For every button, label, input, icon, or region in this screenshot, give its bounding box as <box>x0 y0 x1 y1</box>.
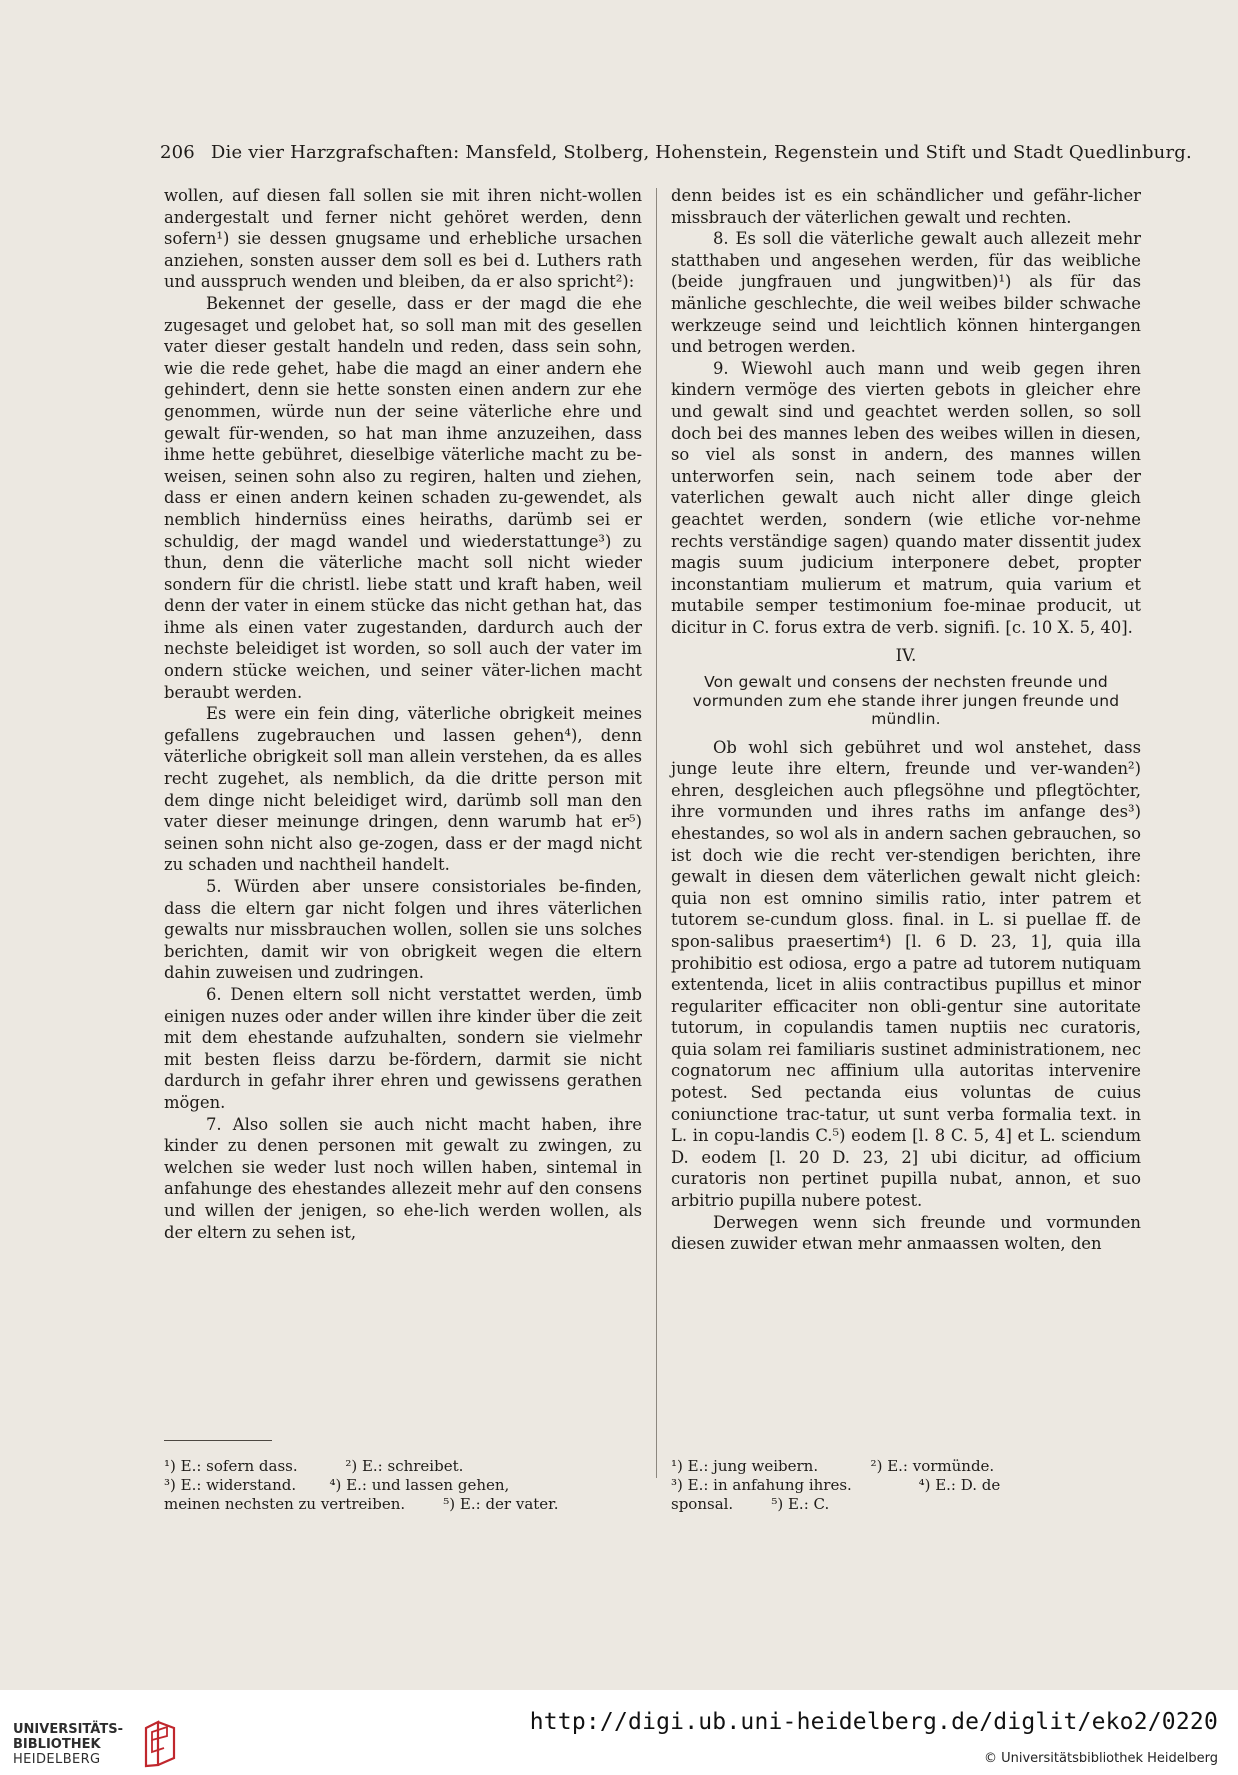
paragraph-item-7: 7. Also sollen sie auch nicht macht haben, ihre kinder zu denen personen mit gewalt zu zwingen, zu welchen sie weder lust noch willen haben, sintemal in anfahunge des ehestandes allezeit mehr auf den consens und willen der jenigen, so ehe-lich werden wollen, als der eltern zu sehen ist, <box>164 1114 642 1242</box>
logo-line: HEIDELBERG <box>13 1752 101 1767</box>
paragraph: Derwegen wenn sich freunde und vormunden diesen zuwider etwan mehr anmaassen wolten, den <box>671 1212 1141 1254</box>
digitization-footer <box>0 1690 1238 1775</box>
copyright-notice: © Universitätsbibliothek Heidelberg <box>983 1751 1218 1766</box>
footnote-rule <box>164 1440 272 1441</box>
paragraph: denn beides ist es ein schändlicher und gefähr-licher missbrauch der väterlichen gewalt und rechten. <box>671 186 1141 227</box>
paragraph: Ob wohl sich gebühret und wol anstehet, dass junge leute ihre eltern, freunde und ver-wanden²) ehren, desgleichen auch pflegsöhne und pflegtöchter, ihre vormunden und ihres raths im anfange des³) ehestandes, so wol als in andern sachen gebrauchen, so ist doch wie die recht ver-stendigen berichten, ihre gewalt in diesen dem väterlichen gewalt nicht gleich: quia non est omnino similis ratio, inter patrem et tutorem se-cundum gloss. final. in L. si puellae ff. de spon-salibus praesertim⁴) [l. 6 D. 23, 1], quia illa prohibitio est odiosa, ergo a patre ad tutorem nutiquam extentenda, licet in aliis contractibus pupillus et minor regulariter efficaciter non obli-gentur sine autoritate tutorum, in copulandis tamen nuptiis nec curatoris, quia solam rei familiaris sustinet administrationem, nec cognatorum nec affinium ulla autoritas intervenire potest. Sed pectanda eius voluntas de cuius coniunctione trac-tatur, ut sunt verba formalia text. in L. in copu-landis C.⁵) eodem [l. 8 C. 5, 4] et L. sciendum D. eodem [l. 20 D. 23, 2] ubi dicitur, ad officium curatoris non pertinet pupilla nubat, annon, et suo arbitrio pupilla nubere potest. <box>671 737 1141 1211</box>
paragraph: Bekennet der geselle, dass er der magd die ehe zugesaget und gelobet hat, so soll man mit des gesellen vater dieser gestalt handeln und reden, dass sein sohn, wie die rede gehet, habe die magd an einer andern ehe gehindert, denn sie hette sonsten einen andern zur ehe genommen, würde nun der seine väterliche ehre und gewalt für-wenden, so hat man ihme anzuzeihen, dass ihme hette gebühret, dieselbige väterliche macht zu be-weisen, seinen sohn also zu regiren, halten und ziehen, dass er einen andern keinen schaden zu-gewendet, als nemblich hindernüss eines heiraths, darümb sei er schuldig, der magd wandel und wiederstattunge³) zu thun, denn die väterliche macht soll nicht wieder sondern für die christl. liebe statt und kraft haben, weil denn der vater in einem stücke das nicht gethan hat, das ihme als einen vater zugestanden, dardurch auch der nechste beleidiget ist worden, so soll auch der vater im ondern stücke weichen, und seiner väter-lichen macht beraubt werden. <box>164 293 642 702</box>
footnotes-right: ¹) E.: jung weibern. ²) E.: vormünde. ³) E.: in anfahung ihres. ⁴) E.: D. de sponsal. ⁵) E.: C. <box>671 1457 1001 1513</box>
section-title: Von gewalt und consens der nechsten freunde und vormunden zum ehe stande ihrer jungen freunde und mündlin. <box>692 673 1120 729</box>
library-logo <box>13 1722 198 1770</box>
library-logo-icon <box>136 1718 188 1770</box>
paragraph: wollen, auf diesen fall sollen sie mit ihren nicht-wollen andergestalt und ferner nicht gehöret werden, denn sofern¹) sie dessen gnugsame und erhebliche ursachen anziehen, sonsten ausser dem soll es bei d. Luthers rath und ausspruch wenden und bleiben, da er also spricht²): <box>164 186 642 292</box>
paragraph-item-8: 8. Es soll die väterliche gewalt auch allezeit mehr statthaben und angesehen werden, für das weibliche (beide jungfrauen und jungwitben)¹) als für das mänliche geschlechte, die weil weibes bilder schwache werkzeuge seind und leichtlich können hintergangen und betrogen werden. <box>671 229 1141 357</box>
paragraph-item-5: 5. Würden aber unsere consistoriales be-finden, dass die eltern gar nicht folgen und ihres väterlichen gewalts nur missbrauchen wollen, sollen sie uns solches berichten, damit wir von obrigkeit wegen die eltern dahin zuweisen und zudringen. <box>164 877 642 983</box>
running-title: Die vier Harzgrafschaften: Mansfeld, Stolberg, Hohenstein, Regenstein und Stift und Stadt Quedlinburg. <box>210 142 1192 163</box>
logo-text <box>13 1722 133 1767</box>
left-column <box>164 185 642 1243</box>
section-number: IV. <box>895 646 917 666</box>
page-number: 206 <box>160 142 195 163</box>
logo-line: UNIVERSITÄTS- <box>13 1722 123 1737</box>
right-column <box>671 185 1141 1255</box>
footnotes-left: ¹) E.: sofern dass. ²) E.: schreibet. ³) E.: widerstand. ⁴) E.: und lassen gehen, meinen nechsten zu vertreiben. ⁵) E.: der vater. <box>164 1457 559 1513</box>
running-header <box>160 142 1192 164</box>
paragraph-item-9: 9. Wiewohl auch mann und weib gegen ihren kindern vermöge des vierten gebots in gleicher ehre und gewalt sind und geachtet werden sollen, so soll doch bei des mannes leben des weibes willen in diesen, so viel als sonst in andern, des mannes willen unterworfen sein, nach seinem tode aber der vaterlichen gewalt auch nicht aller dinge gleich geachtet werden, sondern (wie etliche vor-nehme rechts verständige sagen) quando mater dissentit judex magis suum judicium interponere debet, propter inconstantiam mulierum et matrum, quia varium et mutabile semper testimonium foe-minae producit, ut dicitur in C. forus extra de verb. signifi. [c. 10 X. 5, 40]. <box>671 358 1141 637</box>
paragraph: Es were ein fein ding, väterliche obrigkeit meines gefallens zugebrauchen und lassen gehen⁴), denn väterliche obrigkeit soll man allein verstehen, da es alles recht zugehet, als nemblich, da die dritte person mit dem dinge nicht beleidiget wird, darümb soll man den vater dieser meinunge dringen, denn warumb hat er⁵) seinen sohn nicht also ge-zogen, dass er der magd nicht zu schaden und nachtheil handelt. <box>164 704 642 875</box>
permalink-url[interactable]: http://digi.ub.uni-heidelberg.de/diglit/eko2/0220 <box>529 1709 1218 1735</box>
logo-line: BIBLIOTHEK <box>13 1737 101 1752</box>
column-divider <box>656 188 657 1478</box>
paragraph-item-6: 6. Denen eltern soll nicht verstattet werden, ümb einigen nuzes oder ander willen ihre kinder über die zeit mit dem ehestande aufzuhalten, sondern sie vielmehr mit besten fleiss darzu be-fördern, darmit sie nicht dardurch in gefahr ihrer ehren und gewissens gerathen mögen. <box>164 984 642 1112</box>
